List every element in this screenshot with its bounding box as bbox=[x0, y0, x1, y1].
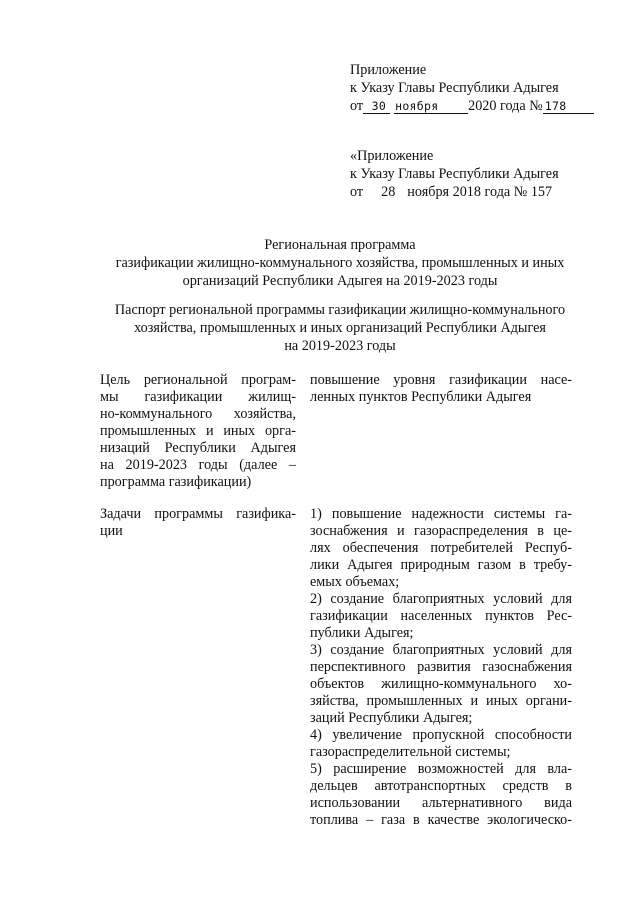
appendix-date-line bbox=[350, 97, 594, 115]
passport-table bbox=[100, 372, 572, 829]
passport-row-goal bbox=[100, 372, 572, 506]
previous-decree-ref: к Указу Главы Республики Адыгея bbox=[350, 166, 559, 182]
appendix-header-previous bbox=[350, 147, 559, 201]
task-item-3 bbox=[310, 642, 572, 727]
task-line: объектов жилищно-коммунального хо- bbox=[310, 676, 572, 692]
passport-title-line-1: Паспорт региональной программы газификации жилищно-коммунального bbox=[114, 302, 566, 318]
program-title-line-2: газификации жилищно-коммунального хозяйства, промышленных и иных bbox=[115, 255, 565, 271]
task-item-5 bbox=[310, 761, 572, 829]
task-line: газификации населенных пунктов Рес- bbox=[310, 608, 572, 624]
task-line: 5) расширение возможностей для вла- bbox=[310, 761, 572, 777]
previous-date-prefix: от bbox=[350, 184, 364, 200]
task-line: топлива – газа в качестве экологическо- bbox=[310, 812, 572, 828]
goal-label-line: программа газификации) bbox=[100, 474, 252, 490]
previous-appendix-label: «Приложение bbox=[350, 148, 434, 164]
task-line: 4) увеличение пропускной способности bbox=[310, 727, 572, 743]
passport-title-line-2: хозяйства, промышленных и иных организаций Республики Адыгея bbox=[134, 320, 546, 336]
goal-value-line: повышение уровня газификации насе- bbox=[310, 372, 572, 388]
program-title-line-1: Региональная программа bbox=[264, 237, 416, 253]
task-line: 2) создание благоприятных условий для bbox=[310, 591, 572, 607]
handwritten-month: ноября bbox=[394, 99, 468, 114]
tasks-list bbox=[310, 506, 572, 829]
task-line: дельцев автотранспортных средств в bbox=[310, 778, 572, 794]
appendix-label: Приложение bbox=[350, 62, 427, 78]
previous-date-line bbox=[350, 183, 559, 201]
tasks-label-line: Задачи программы газифика- bbox=[100, 506, 296, 522]
year-and-number-label: 2020 года № bbox=[468, 98, 543, 114]
appendix-decree-ref: к Указу Главы Республики Адыгея bbox=[350, 80, 559, 96]
task-line: лики Адыгея природным газом в требу- bbox=[310, 557, 572, 573]
previous-date-rest: ноября 2018 года № 157 bbox=[407, 184, 553, 200]
goal-label-line: но-коммунального хозяйства, bbox=[100, 406, 296, 422]
task-item-2 bbox=[310, 591, 572, 642]
task-line: 1) повышение надежности системы га- bbox=[310, 506, 572, 522]
task-line: емых объемах; bbox=[310, 574, 400, 590]
program-title-line-3: организаций Республики Адыгея на 2019-2023 годы bbox=[182, 273, 498, 289]
goal-label-line: промышленных и иных орга- bbox=[100, 423, 296, 439]
task-line: использовании альтернативного вида bbox=[310, 795, 572, 811]
goal-label-line: мы газификации жилищ- bbox=[100, 389, 296, 405]
goal-label-line: Цель региональной програм- bbox=[100, 372, 296, 388]
task-line: 3) создание благоприятных условий для bbox=[310, 642, 572, 658]
goal-value-line: ленных пунктов Республики Адыгея bbox=[310, 389, 532, 405]
task-line: заций Республики Адыгея; bbox=[310, 710, 473, 726]
handwritten-day: 30 bbox=[363, 99, 390, 114]
task-line: зоснабжения и газораспределения в це- bbox=[310, 523, 572, 539]
tasks-label bbox=[100, 506, 296, 540]
appendix-header-current bbox=[350, 61, 594, 115]
task-line: лях обеспечения потребителей Респуб- bbox=[310, 540, 572, 556]
passport-row-tasks bbox=[100, 506, 572, 829]
handwritten-number: 178 bbox=[543, 99, 594, 114]
task-line: перспективного развития газоснабжения bbox=[310, 659, 572, 675]
passport-title-line-3: на 2019-2023 годы bbox=[284, 338, 396, 354]
previous-day: 28 bbox=[381, 184, 396, 200]
tasks-label-line: ции bbox=[100, 523, 123, 539]
goal-label bbox=[100, 372, 296, 491]
task-line: газораспределительной системы; bbox=[310, 744, 511, 760]
task-item-4 bbox=[310, 727, 572, 761]
task-item-1 bbox=[310, 506, 572, 591]
task-line: зяйства, промышленных и иных органи- bbox=[310, 693, 572, 709]
goal-label-line: на 2019-2023 годы (далее – bbox=[100, 457, 296, 473]
program-title bbox=[80, 236, 600, 290]
goal-label-line: низаций Республики Адыгея bbox=[100, 440, 296, 456]
date-prefix: от bbox=[350, 98, 364, 114]
goal-value bbox=[310, 372, 572, 406]
passport-title bbox=[80, 301, 600, 355]
task-line: публики Адыгея; bbox=[310, 625, 414, 641]
